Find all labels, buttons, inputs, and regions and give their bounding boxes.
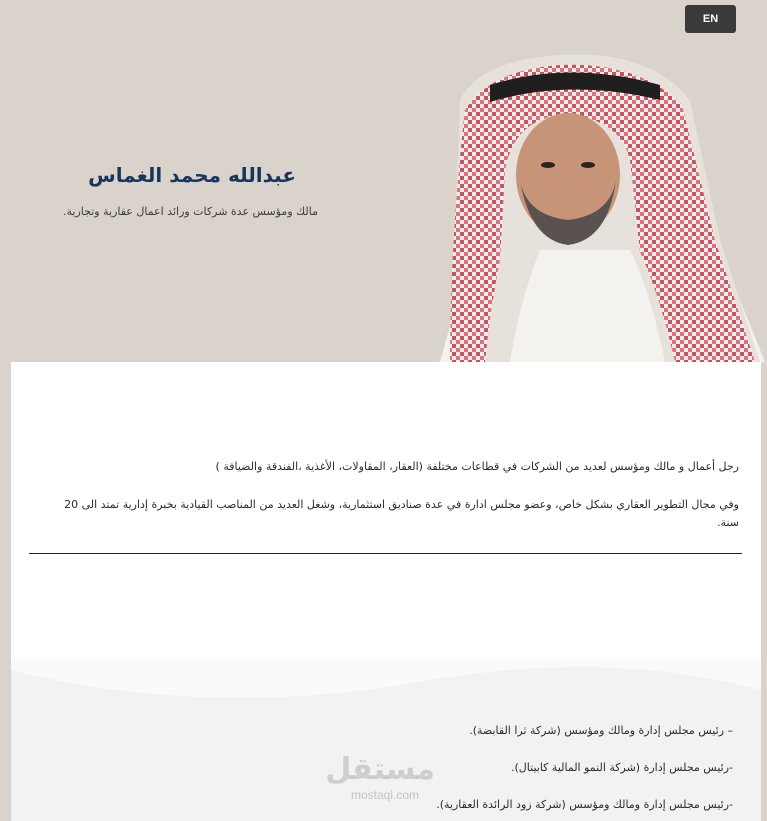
role-item: – رئيس مجلس إدارة ومالك ومؤسس (شركة ثرا القابضة). — [469, 724, 733, 737]
hero-section — [0, 0, 767, 362]
watermark-logo — [325, 752, 435, 808]
role-item: -رئيس مجلس إدارة ومالك ومؤسس (شركة زود الرائدة العقارية). — [436, 798, 733, 811]
role-item: -رئيس مجلس إدارة (شركة النمو المالية كابيتال). — [511, 761, 733, 774]
watermark-arabic: مستقل — [325, 752, 435, 787]
watermark-latin: mostaql.com — [350, 788, 420, 802]
profile-subtitle: مالك ومؤسس عدة شركات ورائد اعمال عقارية وتجارية. — [63, 205, 318, 218]
about-section — [11, 362, 761, 660]
profile-name: عبدالله محمد الغماس — [88, 163, 296, 187]
about-paragraph-2: وفي مجال التطوير العقاري بشكل خاص، وعضو مجلس ادارة في عدة صناديق استثمارية، وشغل العديد من المناصب القيادية بخبرة إدارية تمتد الى 20 سنة. — [64, 498, 739, 529]
section-divider — [29, 553, 742, 554]
language-toggle-button[interactable]: EN — [685, 5, 736, 33]
about-paragraph-1: رجل أعمال و مالك ومؤسس لعديد من الشركات في قطاعات مختلفة (العقار، المقاولات، الأغذية ،الفندقة والضيافة ) — [215, 460, 739, 473]
portrait-image — [420, 40, 765, 362]
